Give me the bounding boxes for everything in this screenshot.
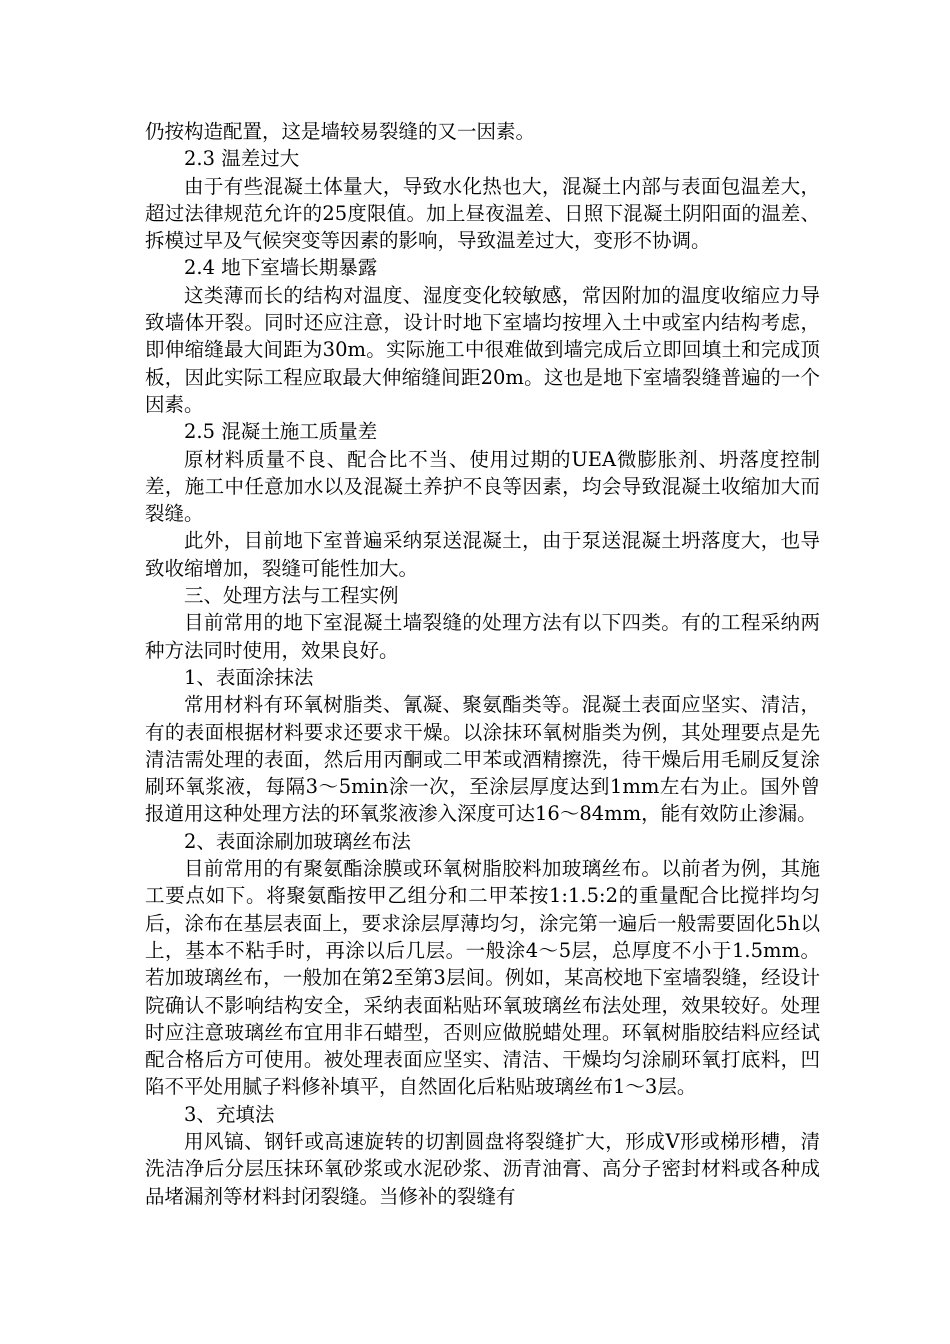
paragraph: 原材料质量不良、配合比不当、使用过期的UEA微膨胀剂、坍落度控制差，施工中任意加水以及混凝土养护不良等因素，均会导致混凝土收缩加大而裂缝。 — [145, 447, 820, 526]
heading-method-2: 2、表面涂刷加玻璃丝布法 — [184, 829, 411, 853]
paragraph-continuation: 仍按构造配置，这是墙较易裂缝的又一因素。 — [145, 120, 536, 143]
paragraph: 常用材料有环氧树脂类、氰凝、聚氨酯类等。混凝土表面应坚实、清洁，有的表面根据材料要求还要求干燥。以涂抹环氧树脂类为例，其处理要点是先清洁需处理的表面，然后用丙酮或二甲苯或酒精擦洗，待干燥后用毛刷反复涂刷环氧浆液，每隔3～5min涂一次，至涂层厚度达到1mm左右为止。国外曾报道用这种处理方法的环氧浆液渗入深度可达16～84mm，能有效防止渗漏。 — [145, 693, 820, 826]
paragraph: 目前常用的地下室混凝土墙裂缝的处理方法有以下四类。有的工程采纳两种方法同时使用，效果良好。 — [145, 611, 820, 662]
paragraph: 这类薄而长的结构对温度、湿度变化较敏感，常因附加的温度收缩应力导致墙体开裂。同时还应注意，设计时地下室墙均按埋入土中或室内结构考虑，即伸缩缝最大间距为30m。实际施工中很难做到墙完成后立即回填土和完成顶板，因此实际工程应取最大伸缩缝间距20m。这也是地下室墙裂缝普遍的一个因素。 — [145, 283, 820, 416]
heading-section-3: 三、处理方法与工程实例 — [184, 584, 399, 608]
heading-2-5: 2.5 混凝土施工质量差 — [184, 420, 378, 444]
paragraph: 目前常用的有聚氨酯涂膜或环氧树脂胶料加玻璃丝布。以前者为例，其施工要点如下。将聚氨酯按甲乙组分和二甲苯按1:1.5:2的重量配合比搅拌均匀后，涂布在基层表面上，要求涂层厚薄均匀，涂完第一遍后一般需要固化5h以上，基本不粘手时，再涂以后几层。一般涂4～5层，总厚度不小于1.5mm。若加玻璃丝布，一般加在第2至第3层间。例如，某高校地下室墙裂缝，经设计院确认不影响结构安全，采纳表面粘贴环氧玻璃丝布法处理，效果较好。处理时应注意玻璃丝布宜用非石蜡型，否则应做脱蜡处理。环氧树脂胶结料应经试配合格后方可使用。被处理表面应坚实、清洁、干燥均匀涂刷环氧打底料，凹陷不平处用腻子料修补填平，自然固化后粘贴玻璃丝布1～3层。 — [145, 857, 820, 1099]
heading-method-1: 1、表面涂抹法 — [184, 665, 314, 689]
paragraph: 由于有些混凝土体量大，导致水化热也大，混凝土内部与表面包温差大，超过法律规范允许的25度限值。加上昼夜温差、日照下混凝土阴阳面的温差、拆模过早及气候突变等因素的影响，导致温差过大，变形不协调。 — [145, 174, 820, 253]
heading-2-4: 2.4 地下室墙长期暴露 — [184, 256, 378, 280]
paragraph: 此外，目前地下室普遍采纳泵送混凝土，由于泵送混凝土坍落度大，也导致收缩增加，裂缝可能性加大。 — [145, 529, 820, 580]
paragraph: 用风镐、钢钎或高速旋转的切割圆盘将裂缝扩大，形成V形或梯形槽，清洗洁净后分层压抹环氧砂浆或水泥砂浆、沥青油膏、高分子密封材料或各种成品堵漏剂等材料封闭裂缝。当修补的裂缝有 — [145, 1129, 820, 1208]
heading-method-3: 3、充填法 — [184, 1102, 275, 1126]
document-body — [145, 118, 820, 1210]
heading-2-3: 2.3 温差过大 — [184, 147, 300, 171]
